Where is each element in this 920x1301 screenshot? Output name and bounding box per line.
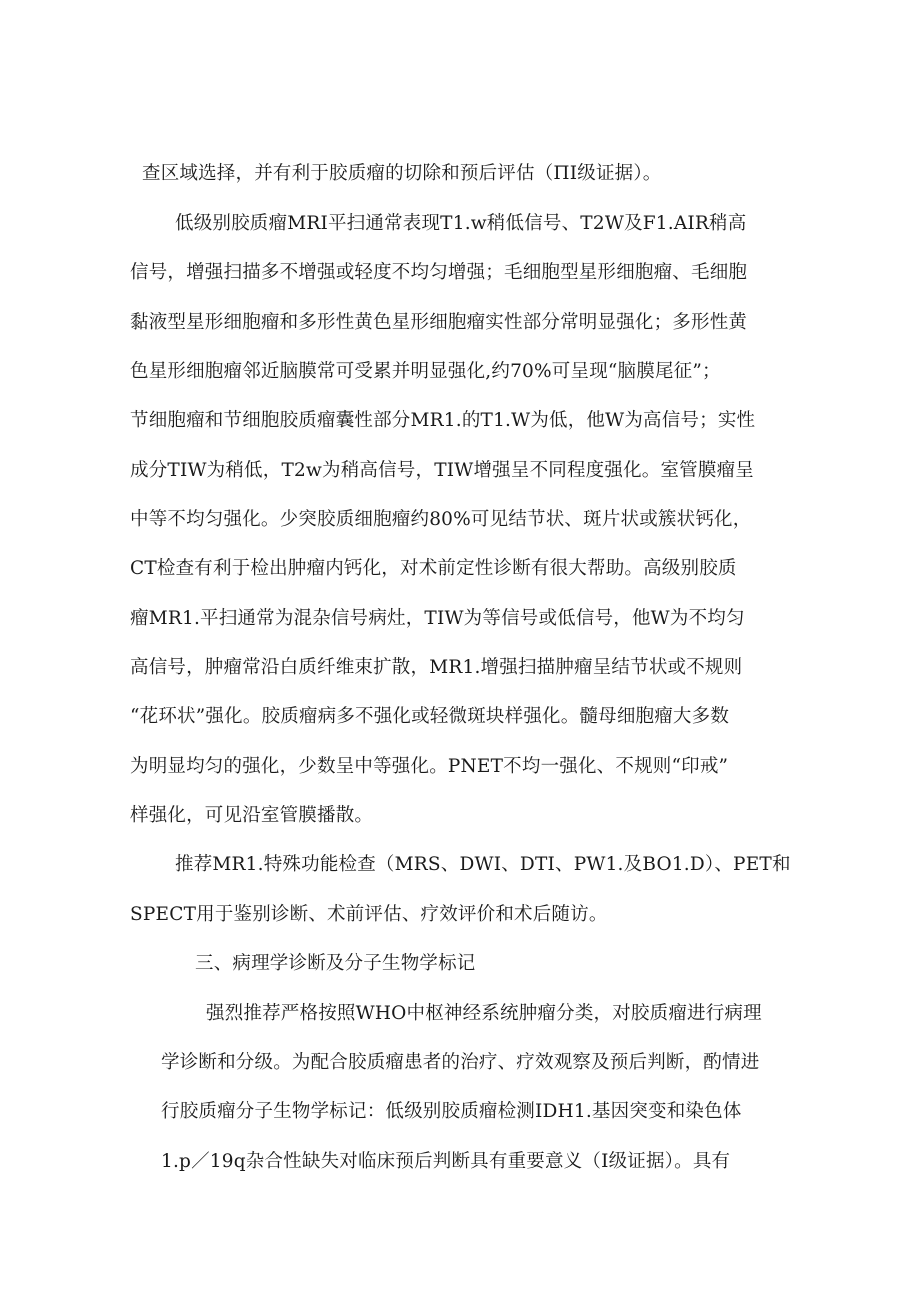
text-line-7: 成分TIW为稍低，T2w为稍高信号，TIW增强呈不同程度强化。室管膜瘤呈 [130, 460, 754, 481]
text-line-14: 样强化，可见沿室管膜播散。 [130, 805, 374, 826]
text-line-15: 推荐MR1.特殊功能检查（MRS、DWI、DTI、PW1.及BO1.D）、PET和 [175, 854, 791, 875]
text-line-3: 信号，增强扫描多不增强或轻度不均匀增强；毛细胞型星形细胞瘤、毛细胞 [130, 262, 748, 283]
text-line-20: 行胶质瘤分子生物学标记：低级别胶质瘤检测IDH1.基因突变和染色体 [161, 1101, 742, 1122]
text-line-8: 中等不均匀强化。少突胶质细胞瘤约80%可见结节状、斑片状或簇状钙化， [130, 509, 752, 530]
text-line-2: 低级别胶质瘤MRI平扫通常表现T1.w稍低信号、T2W及F1.AIR稍高 [175, 213, 747, 234]
text-line-1: 查区域选择，并有利于胶质瘤的切除和预后评估（ΠI级证据）。 [142, 163, 662, 184]
text-line-21: 1.p／19q杂合性缺失对临床预后判断具有重要意义（I级证据）。具有 [161, 1151, 731, 1172]
text-line-16: SPECT用于鉴别诊断、术前评估、疗效评价和术后随访。 [130, 904, 608, 925]
text-line-13: 为明显均匀的强化，少数呈中等强化。PNET不均一强化、不规则“印戒” [130, 756, 729, 777]
text-line-4: 黏液型星形细胞瘤和多形性黄色星形细胞瘤实性部分常明显强化；多形性黄 [130, 312, 748, 333]
text-line-6: 节细胞瘤和节细胞胶质瘤囊性部分MR1.的T1.W为低，他W为高信号；实性 [130, 410, 756, 431]
text-line-12: “花环状”强化。胶质瘤病多不强化或轻微斑块样强化。髓母细胞瘤大多数 [130, 706, 730, 727]
text-line-11: 高信号，肿瘤常沿白质纤维束扩散，MR1.增强扫描肿瘤呈结节状或不规则 [130, 657, 743, 678]
text-line-9: CT检查有利于检出肿瘤内钙化，对术前定性诊断有很大帮助。高级别胶质 [130, 558, 737, 579]
text-line-18: 强烈推荐严格按照WHO中枢神经系统肿瘤分类，对胶质瘤进行病理 [206, 1003, 762, 1024]
text-line-10: 瘤MR1.平扫通常为混杂信号病灶，TIW为等信号或低信号，他W为不均匀 [130, 608, 745, 629]
section-heading: 三、病理学诊断及分子生物学标记 [195, 953, 476, 974]
text-line-19: 学诊断和分级。为配合胶质瘤患者的治疗、疗效观察及预后判断，酌情进 [161, 1052, 760, 1073]
text-line-5: 色星形细胞瘤邻近脑膜常可受累并明显强化,约70%可呈现“脑膜尾征”； [130, 361, 721, 382]
